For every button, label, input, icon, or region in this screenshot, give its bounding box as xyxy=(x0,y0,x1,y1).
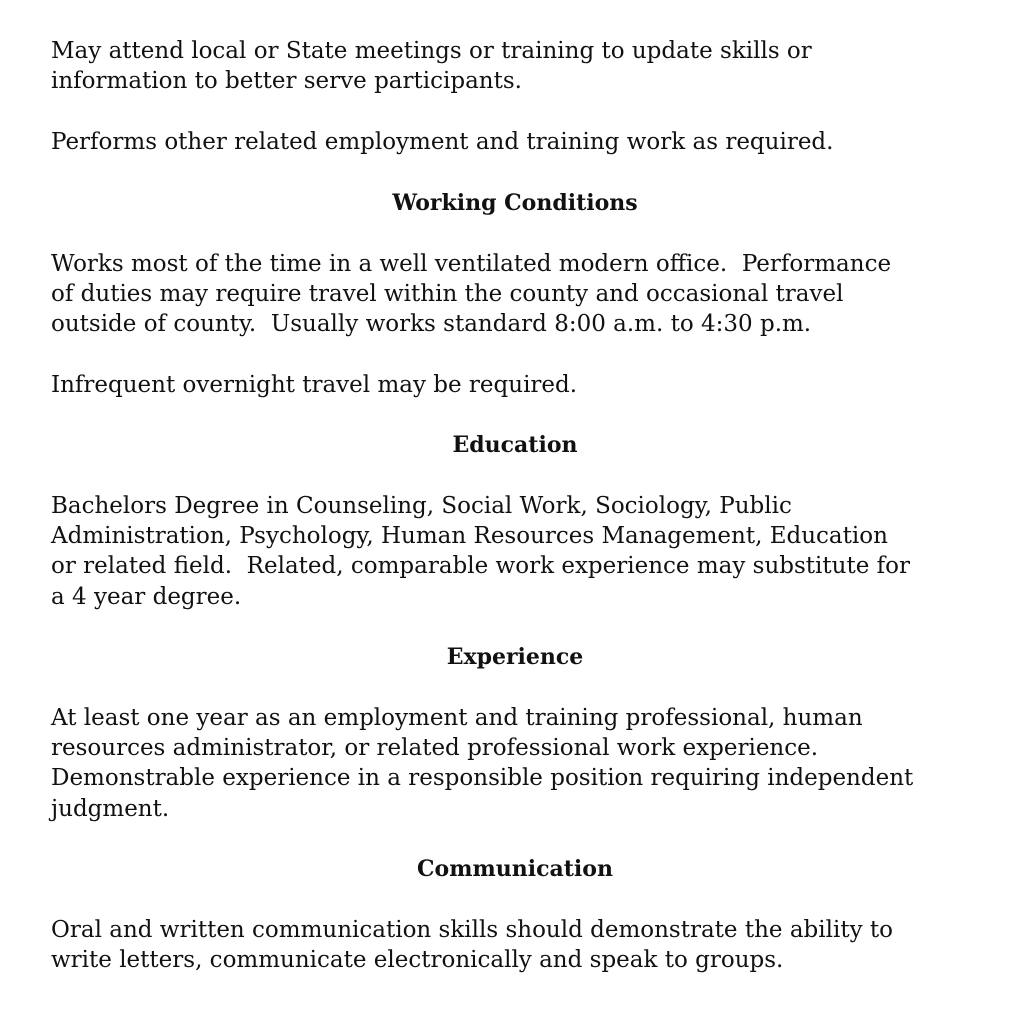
experience-line-3: Demonstrable experience in a responsible position requiring independent xyxy=(51,765,914,791)
working-conditions-heading: Working Conditions xyxy=(392,190,638,216)
experience-line-2: resources administrator, or related professional work experience. xyxy=(51,735,819,761)
experience-line-4: judgment. xyxy=(51,796,170,822)
education-line-2: Administration, Psychology, Human Resources Management, Education xyxy=(51,523,888,549)
overnight-travel-note: Infrequent overnight travel may be required. xyxy=(51,372,578,398)
education-heading: Education xyxy=(452,432,578,458)
other-duties-paragraph: Performs other related employment and training work as required. xyxy=(51,129,834,155)
communication-line-1: Oral and written communication skills should demonstrate the ability to xyxy=(51,917,893,943)
education-line-3: or related field. Related, comparable work experience may substitute for xyxy=(51,553,910,579)
experience-heading: Experience xyxy=(446,644,584,670)
communication-heading: Communication xyxy=(417,856,613,882)
communication-line-2: write letters, communicate electronically and speak to groups. xyxy=(51,947,784,973)
intro-line-1: May attend local or State meetings or training to update skills or xyxy=(51,38,812,64)
education-line-1: Bachelors Degree in Counseling, Social Work, Sociology, Public xyxy=(51,493,792,519)
experience-line-1: At least one year as an employment and training professional, human xyxy=(51,705,863,731)
working-conditions-line-1: Works most of the time in a well ventilated modern office. Performance xyxy=(51,251,892,277)
intro-line-2: information to better serve participants. xyxy=(51,68,522,94)
working-conditions-line-2: of duties may require travel within the county and occasional travel xyxy=(51,281,844,307)
working-conditions-line-3: outside of county. Usually works standard 8:00 a.m. to 4:30 p.m. xyxy=(51,311,812,337)
education-line-4: a 4 year degree. xyxy=(51,584,242,610)
